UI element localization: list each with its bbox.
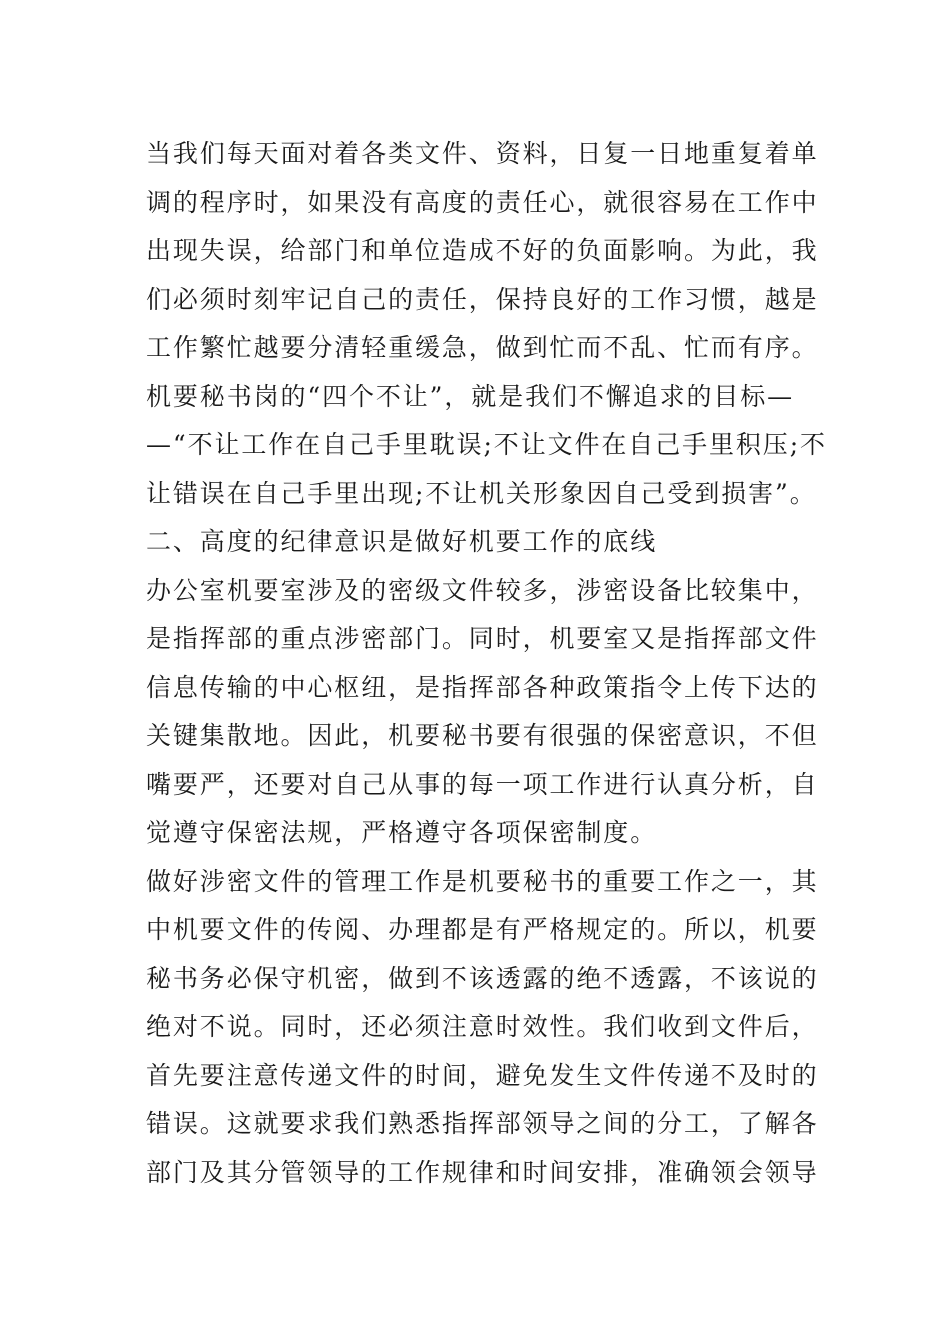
text-line: 嘴要严，还要对自己从事的每一项工作进行认真分析，自	[146, 769, 819, 799]
text-line: 首先要注意传递文件的时间，避免发生文件传递不及时的	[146, 1060, 819, 1090]
section-heading: 二、高度的纪律意识是做好机要工作的底线	[146, 527, 658, 556]
text-line: 是指挥部的重点涉密部门。同时，机要室又是指挥部文件	[146, 624, 819, 653]
text-line: 部门及其分管领导的工作规律和时间安排，准确领会领导	[146, 1157, 819, 1187]
text-line: —“不让工作在自己手里耽误;不让文件在自己手里积压;不	[146, 430, 827, 459]
text-line: 错误。这就要求我们熟悉指挥部领导之间的分工，了解各	[146, 1109, 819, 1138]
text-line: 中机要文件的传阅、办理都是有严格规定的。所以，机要	[146, 915, 819, 944]
text-line: 调的程序时，如果没有高度的责任心，就很容易在工作中	[146, 187, 819, 217]
text-line: 关键集散地。因此，机要秘书要有很强的保密意识，不但	[146, 721, 819, 750]
text-line: 秘书务必保守机密，做到不该透露的绝不透露，不该说的	[146, 963, 819, 993]
text-line: 工作繁忙越要分清轻重缓急，做到忙而不乱、忙而有序。	[146, 333, 819, 362]
body-text	[146, 130, 827, 1197]
text-line: 信息传输的中心枢纽，是指挥部各种政策指令上传下达的	[146, 672, 819, 702]
text-line: 们必须时刻牢记自己的责任，保持良好的工作习惯，越是	[146, 284, 819, 314]
text-line: 机要秘书岗的“四个不让”，就是我们不懈追求的目标—	[146, 381, 795, 411]
text-line: 绝对不说。同时，还必须注意时效性。我们收到文件后，	[146, 1012, 819, 1041]
text-line: 做好涉密文件的管理工作是机要秘书的重要工作之一，其	[146, 866, 819, 896]
text-line: 觉遵守保密法规，严格遵守各项保密制度。	[146, 818, 658, 847]
text-line: 出现失误，给部门和单位造成不好的负面影响。为此，我	[146, 236, 819, 265]
text-line: 当我们每天面对着各类文件、资料，日复一日地重复着单	[146, 139, 819, 168]
text-line: 让错误在自己手里出现;不让机关形象因自己受到损害”。	[146, 478, 817, 508]
text-line: 办公室机要室涉及的密级文件较多，涉密设备比较集中，	[146, 575, 819, 605]
